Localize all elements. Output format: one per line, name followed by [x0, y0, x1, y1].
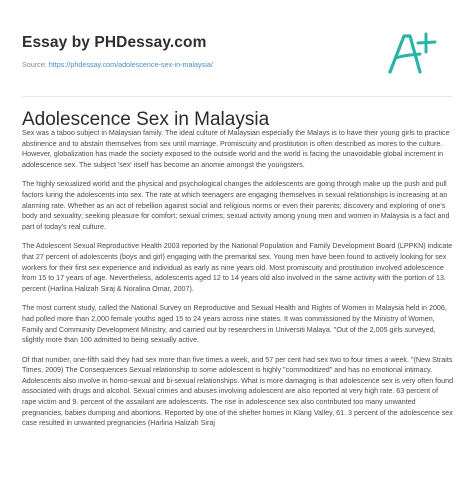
header-divider — [22, 96, 452, 97]
paragraph: Sex was a taboo subject in Malaysian family. The ideal culture of Malaysian especially the Malays is to have their young girls to practice abstinence and to abstain themselves from sex until marriage. Promiscuity and prostitution is often described as mores to the culture. However, globalization has made the society exposed to the outside world and the world is facing the unavoidable global increment in adolescence sex. The subject 'sex' itself has become an anomie amongst the youngsters. — [22, 129, 450, 169]
paragraph: The most current study, called the National Survey on Reproductive and Sexual Health and Rights of Women in Malaysia held in 2006, had polled more than 2,000 female youths aged 15 to 24 years across nine states. It was commissioned by the Ministry of Women, Family and Community Development Ministry, and carried out by researchers in Universiti Malaya. "Out of the 2,005 girls surveyed, slightly more than 100 admitted to being sexually active. — [22, 304, 447, 345]
source-label: Source: — [22, 60, 49, 69]
paragraph: Of that number, one-fifth said they had sex more than five times a week, and 57 per cent had sex two to four times a week. "(New Straits Times, 2009) The Consequences Sexual relationship to some adolescent is highly "commoditized" and has no emotional intimacy. Adolescents also involve in homo-sexual and bi-sexual relationships. What is more damaging is that adolescence sex is very often found associated with drugs and alcohol. Sexual crimes and abuses involving adolescent are also reported at very high rate. 63 percent of rape victim and 9. percent of the assailant are adolescents. The rise in adolescence sex also contributed too many unwanted pregnancies, babies dumping and abortions. Reported by one of the shelter homes in Klang Valley, 61. 3 percent of the adolescence sex case resulted in unwanted pregnancies (Harlina Halizah Siraj — [22, 355, 454, 428]
source-line — [22, 60, 382, 69]
article-title: Adolescence Sex in Malaysia — [22, 108, 270, 130]
source-link[interactable]: https://phdessay.com/adolescence-sex-in-malaysia/ — [48, 60, 213, 69]
document-header — [22, 34, 382, 69]
a-plus-logo-icon — [384, 28, 440, 78]
paragraph: The Adolescent Sexual Reproductive Health 2003 reported by the National Population and Family Development Board (LPPKN) indicate that 27 percent of adolescents (boys and girl) engaging with the premarital sex. Young men have been found to actively looking for sex workers for their first sex experience and individual as early as nine years old. Most promiscuity and prostitution involved adolescence from 15 to 17 years of age. Nevertheless, adolescents aged 12 to 14 years old also involved in the same activity with the portion of 13. percent (Harlina Halizah Siraj & Noralina Omar, 2007). — [22, 242, 453, 293]
article-body — [22, 128, 454, 438]
brand-title: Essay by PHDessay.com — [22, 34, 207, 51]
paragraph: The highly sexualized world and the physical and psychological changes the adolescents are going through make up the push and pull factors luring the adolescents into sex. The rate at which teenagers are engaging themselves in sexual relationships is increasing at an alarming rate. Whether as an act of rebellion against social and religious norms or even their parents; discovery and exploring of one's body and sexuality; seeking pleasure for comfort; sexual crimes; sexual activity among young men and women in Malaysia is a fact and part of today's real culture. — [22, 180, 450, 231]
